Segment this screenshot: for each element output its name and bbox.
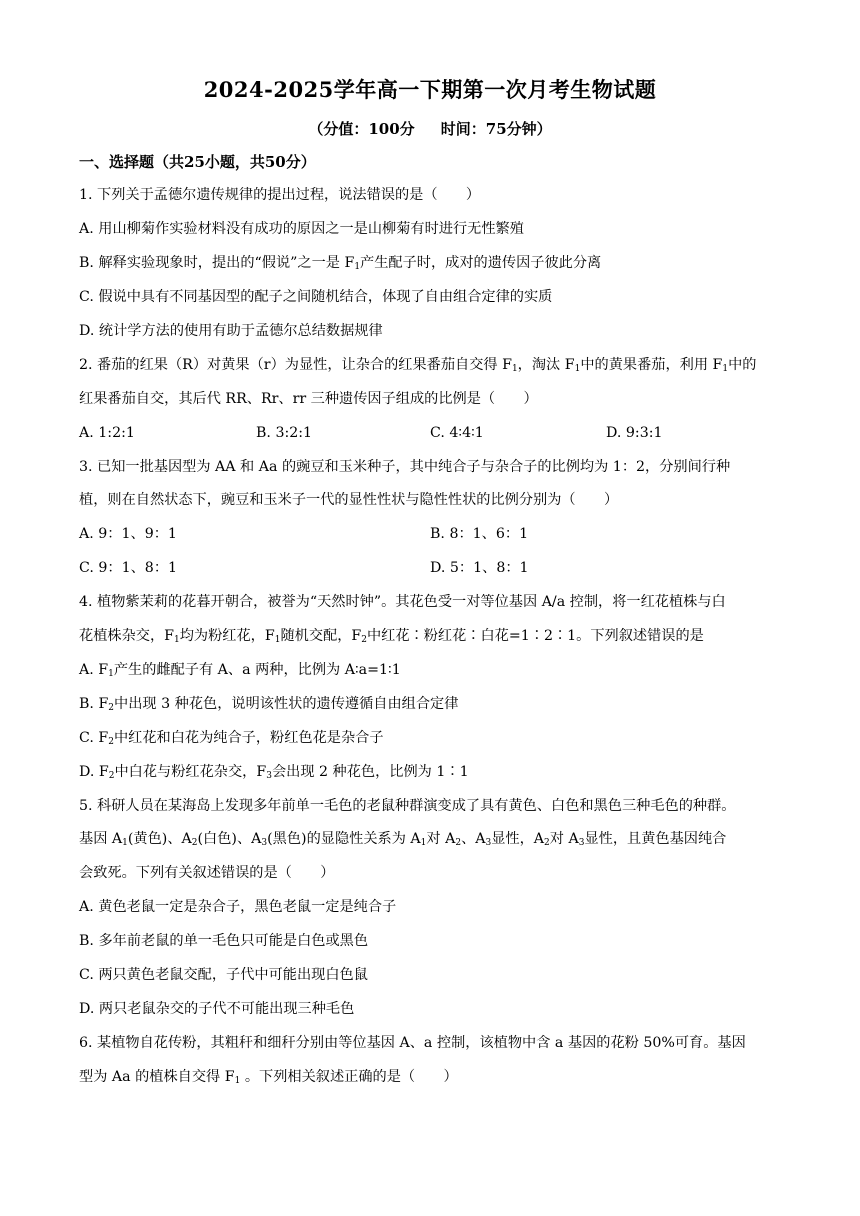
q4-option-c: C. $F_2$中红花和白花为纯合子，粉红色花是杂合子	[79, 730, 384, 747]
q4-option-b: B. $F_2$中出现 3 种花色，说明该性状的遗传遵循自由组合定律	[79, 696, 459, 713]
q5-stem-line2: 基因 $A_1$(黄色)、$A_2$(白色)、$A_3$(黑色)的显隐性关系为 $A_1$对 $A_2$、$A_3$显性，$A_2$对 $A_3$显性，且黄色基因纯合	[79, 831, 727, 848]
q4-stem-line1: 4. 植物紫茉莉的花暮开朝合，被誉为“天然时钟”。其花色受一对等位基因 A/a 控制，将一红花植株与白	[79, 594, 726, 610]
q1-option-a: A. 用山柳菊作实验材料没有成功的原因之一是山柳菊有时进行无性繁殖	[79, 221, 524, 237]
section-heading: 一、选择题（共25小题，共50分）	[79, 153, 316, 171]
q3-option-d: D. 5：1、8：1	[430, 560, 529, 576]
q5-option-d: D. 两只老鼠杂交的子代不可能出现三种毛色	[79, 1001, 355, 1017]
q1-option-b: B. 解释实验现象时，提出的“假说”之一是 $F_1$产生配子时，成对的遗传因子彼此分离	[79, 255, 602, 272]
q2-option-b: B. 3:2:1	[256, 425, 313, 441]
q5-option-a: A. 黄色老鼠一定是杂合子，黑色老鼠一定是纯合子	[79, 899, 397, 915]
q5-stem-line3: 会致死。下列有关叙述错误的是（ ）	[79, 865, 335, 881]
q3-option-c: C. 9：1、8：1	[79, 560, 178, 576]
q3-stem-line1: 3. 已知一批基因型为 AA 和 Aa 的豌豆和玉米种子，其中纯合子与杂合子的比例均为 1：2，分别间行种	[79, 459, 731, 475]
q2-option-c: C. 4∶4∶1	[430, 425, 484, 441]
q1-option-c: C. 假说中具有不同基因型的配子之间随机结合，体现了自由组合定律的实质	[79, 289, 553, 305]
exam-title: 2024-2025学年高一下期第一次月考生物试题	[203, 77, 657, 102]
q1-stem: 1. 下列关于孟德尔遗传规律的提出过程，说法错误的是（ ）	[79, 187, 481, 203]
q4-stem-line2: 花植株杂交，$F_1$均为粉红花，$F_1$随机交配，$F_2$中红花∶粉红花∶白花=1∶2∶1。下列叙述错误的是	[79, 628, 704, 645]
q5-stem-line1: 5. 科研人员在某海岛上发现多年前单一毛色的老鼠种群演变成了具有黄色、白色和黑色三种毛色的种群。	[79, 798, 736, 814]
q4-option-a: A. $F_1$产生的雌配子有 A、a 两种，比例为 A∶a=1∶1	[79, 662, 401, 679]
q2-stem-line2: 红果番茄自交，其后代 RR、Rr、rr 三种遗传因子组成的比例是（ ）	[79, 391, 538, 407]
q4-option-d: D. $F_2$中白花与粉红花杂交，$F_3$会出现 2 种花色，比例为 1∶1	[79, 764, 469, 781]
q1-option-d: D. 统计学方法的使用有助于孟德尔总结数据规律	[79, 323, 383, 339]
q5-option-b: B. 多年前老鼠的单一毛色只可能是白色或黑色	[79, 933, 369, 949]
q3-option-a: A. 9：1、9：1	[79, 526, 177, 542]
q5-option-c: C. 两只黄色老鼠交配，子代中可能出现白色鼠	[79, 967, 368, 983]
q2-stem-line1: 2. 番茄的红果（R）对黄果（r）为显性，让杂合的红果番茄自交得 $F_1$，淘汰 $F_1$中的黄果番茄，利用 $F_1$中的	[79, 357, 757, 374]
q2-option-a: A. 1:2:1	[79, 425, 135, 441]
q2-option-d: D. 9:3:1	[606, 425, 663, 441]
q3-option-b: B. 8：1、6：1	[430, 526, 529, 542]
q3-stem-line2: 植，则在自然状态下，豌豆和玉米子一代的显性性状与隐性性状的比例分别为（ ）	[79, 492, 619, 508]
q6-stem-line1: 6. 某植物自花传粉，其粗秆和细秆分别由等位基因 A、a 控制，该植物中含 a 基因的花粉 50%可育。基因	[79, 1035, 746, 1051]
q6-stem-line2: 型为 Aa 的植株自交得 $F_1$ 。下列相关叙述正确的是（ ）	[79, 1069, 458, 1086]
exam-subtitle: （分值：100分 时间：75分钟）	[308, 120, 552, 138]
